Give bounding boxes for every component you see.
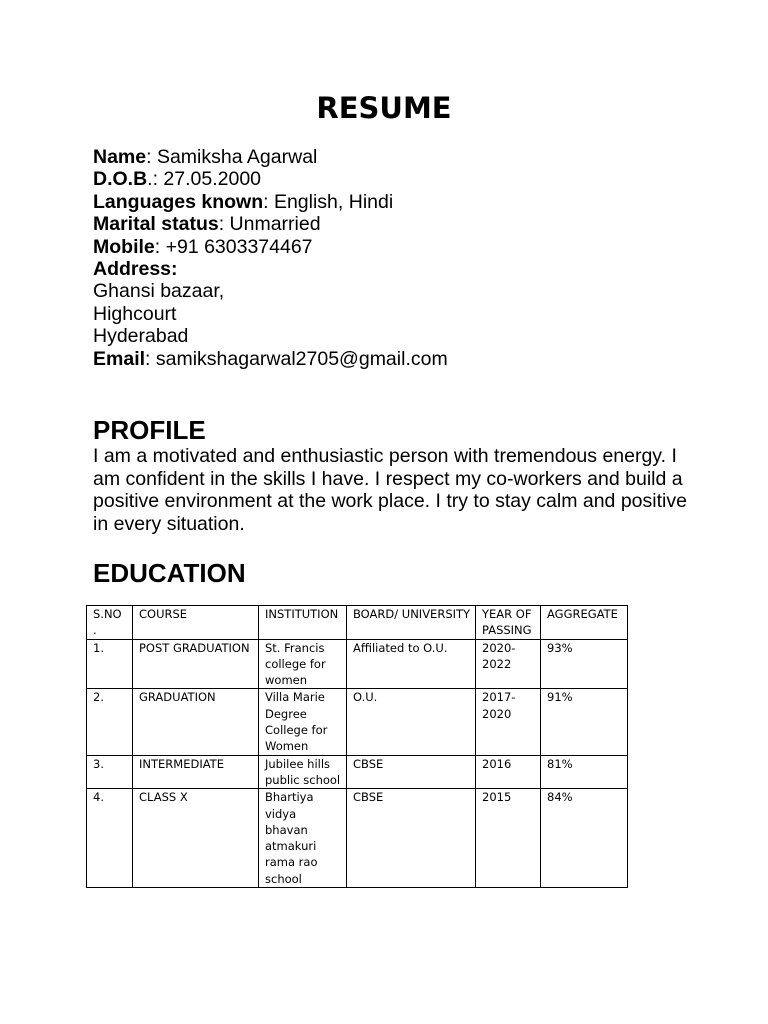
column-header-year-of-passing: YEAR OF PASSING [476, 606, 541, 640]
address-label: Address: [93, 258, 178, 281]
column-header-aggregate: AGGREGATE [541, 606, 628, 640]
cell-aggregate: 81% [541, 755, 628, 789]
address-line: Hyderabad [93, 325, 189, 348]
cell-aggregate: 93% [541, 639, 628, 689]
table-row [87, 789, 628, 888]
dob-label: D.O.B [93, 168, 148, 191]
table-row [87, 639, 628, 689]
education-heading: EDUCATION [93, 558, 246, 588]
personal-details [93, 146, 448, 370]
cell-institution: Villa Marie Degree College for Women [259, 689, 347, 755]
languages-row [93, 191, 448, 213]
languages-label: Languages known [93, 190, 264, 213]
dob-row [93, 168, 448, 190]
cell-aggregate: 84% [541, 789, 628, 888]
marital-status-label: Marital status [93, 213, 219, 236]
resume-title: RESUME [316, 91, 452, 125]
email-label: Email [93, 347, 146, 370]
cell-course: CLASS X [133, 789, 259, 888]
name-row [93, 146, 448, 168]
cell-sno: 4. [87, 789, 133, 888]
education-table [86, 605, 628, 888]
address-row [93, 258, 448, 280]
cell-sno: 3. [87, 755, 133, 789]
email-value: : samikshagarwal2705@gmail.com [145, 347, 448, 370]
address-line: Highcourt [93, 302, 177, 325]
cell-course: POST GRADUATION [133, 639, 259, 689]
cell-sno: 1. [87, 639, 133, 689]
mobile-row [93, 236, 448, 258]
address-line: Ghansi bazaar, [93, 280, 225, 303]
cell-aggregate: 91% [541, 689, 628, 755]
mobile-label: Mobile [93, 235, 155, 258]
cell-course: GRADUATION [133, 689, 259, 755]
cell-institution: Bhartiya vidya bhavan atmakuri rama rao school [259, 789, 347, 888]
cell-year-of-passing: 2017-2020 [476, 689, 541, 755]
column-header-board-university: BOARD/ UNIVERSITY [347, 606, 476, 640]
profile-text: I am a motivated and enthusiastic person with tremendous energy. I am confident in the skills I have. I respect my co-workers and build a positive environment at the work place. I try to stay calm and positive in every situation. [93, 445, 687, 535]
cell-board-university: CBSE [347, 789, 476, 888]
column-header-course: COURSE [133, 606, 259, 640]
cell-institution: St. Francis college for women [259, 639, 347, 689]
profile-heading: PROFILE [93, 415, 206, 445]
name-value: : Samiksha Agarwal [146, 146, 318, 168]
table-header-row [87, 606, 628, 640]
cell-course: INTERMEDIATE [133, 755, 259, 789]
cell-sno: 2. [87, 689, 133, 755]
marital-status-row [93, 213, 448, 235]
mobile-value: : +91 6303374467 [154, 235, 313, 258]
email-row [93, 348, 448, 370]
languages-value: : English, Hindi [263, 190, 394, 213]
cell-board-university: O.U. [347, 689, 476, 755]
cell-board-university: Affiliated to O.U. [347, 639, 476, 689]
cell-year-of-passing: 2016 [476, 755, 541, 789]
cell-institution: Jubilee hills public school [259, 755, 347, 789]
cell-year-of-passing: 2015 [476, 789, 541, 888]
name-label: Name [93, 146, 147, 168]
dob-value: .: 27.05.2000 [147, 168, 262, 191]
cell-board-university: CBSE [347, 755, 476, 789]
column-header-sno: S.NO . [87, 606, 133, 640]
cell-year-of-passing: 2020-2022 [476, 639, 541, 689]
column-header-institution: INSTITUTION [259, 606, 347, 640]
marital-status-value: : Unmarried [218, 213, 321, 236]
table-row [87, 755, 628, 789]
table-row [87, 689, 628, 755]
